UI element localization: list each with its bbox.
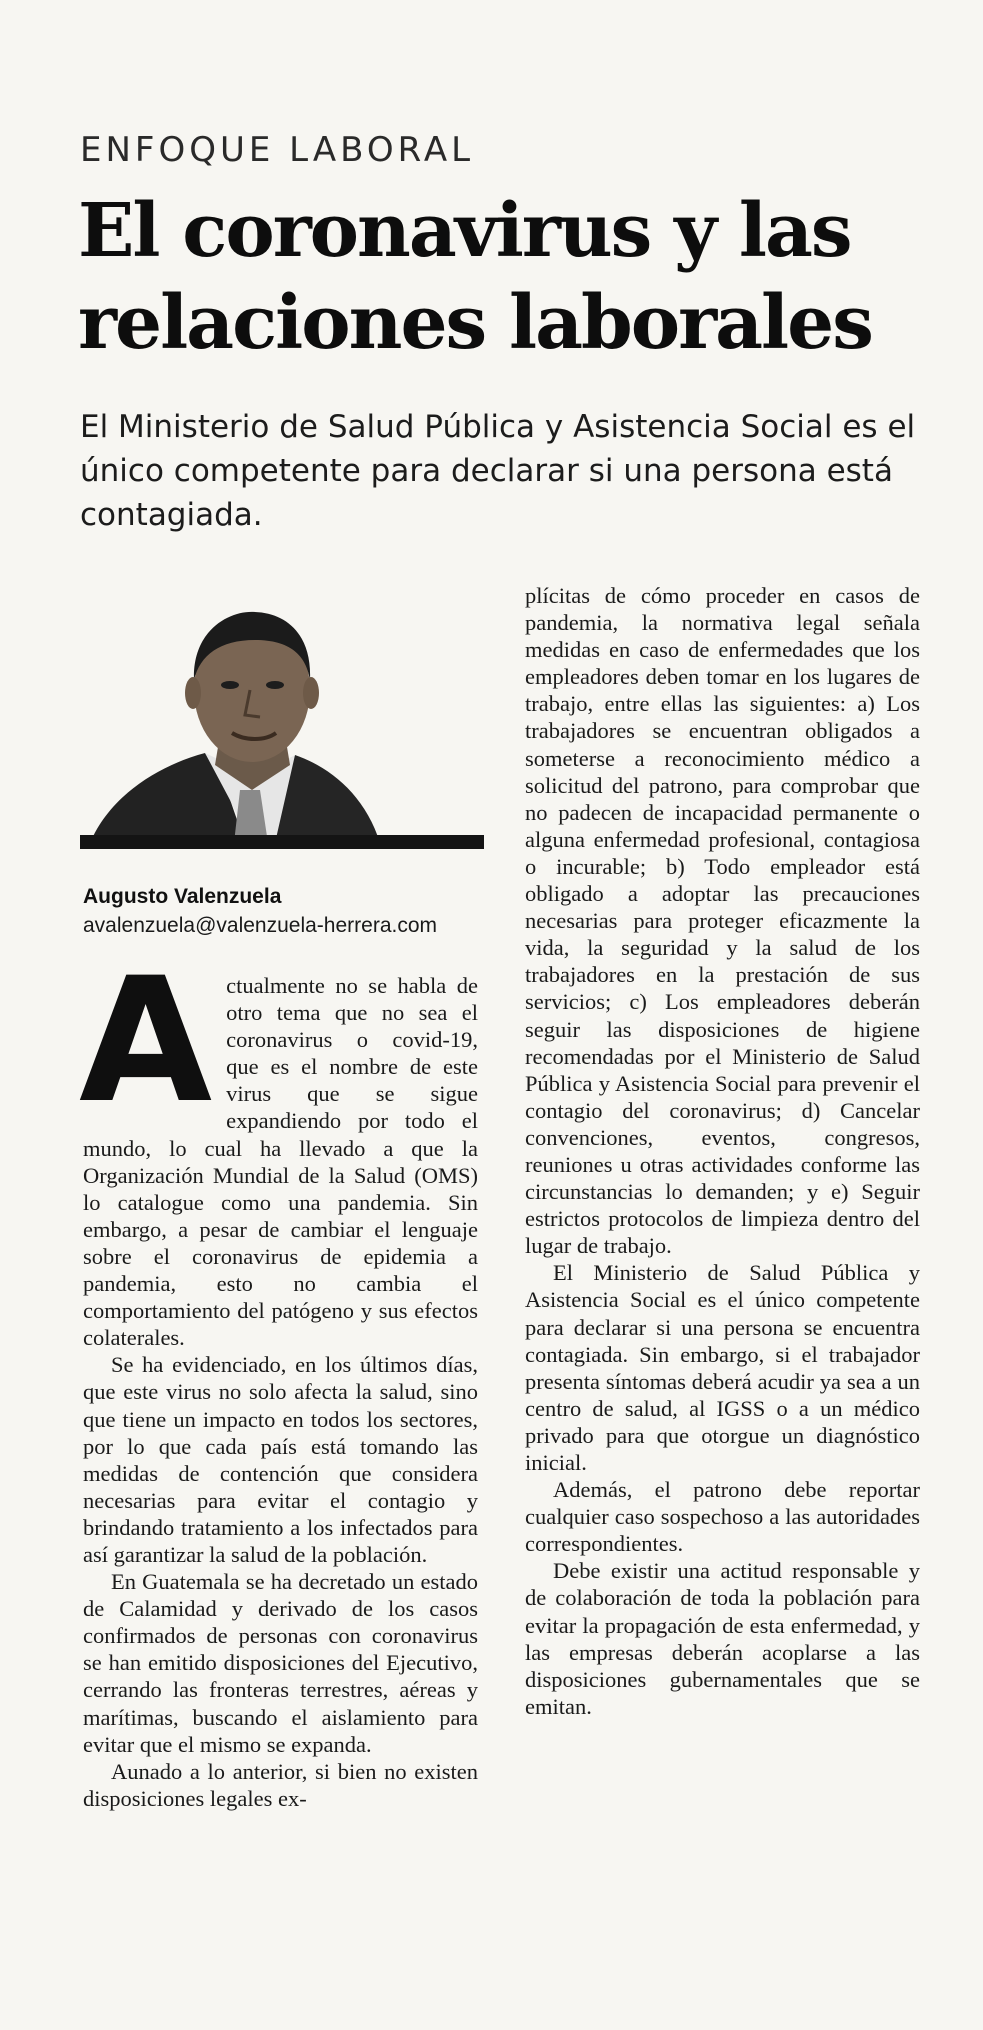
section-label: ENFOQUE LABORAL xyxy=(80,130,475,170)
headline: El coronavirus y las relaciones laborales xyxy=(78,188,872,366)
author-photo xyxy=(80,585,490,851)
drop-cap: A xyxy=(79,940,213,1141)
author-name: Augusto Valenzuela xyxy=(83,885,282,908)
subheadline: El Ministerio de Salud Pública y Asistencia Social es el único competente para declarar si una persona está contagiada. xyxy=(80,409,916,533)
author-portrait-image xyxy=(80,585,490,851)
article-column-1 xyxy=(79,940,478,1812)
article-paragraph: plícitas de cómo proceder en casos de pandemia, la normativa legal señala medidas en caso de enfermedades que los empleadores deben tomar en los lugares de trabajo, entre ellas las siguientes: a) Los trabajadores se encuentran obligados a someterse a reconocimiento médico a solicitud del patrono, para comprobar que no padecen de incapacidad permanente o alguna enfermedad profesional, contagiosa o incurable; b) Todo empleador está obligado a adoptar las precauciones necesarias para proteger eficazmente la vida, la seguridad y la salud de los trabajadores en la prestación de sus servicios; c) Los empleadores deberán seguir las disposiciones de higiene recomendadas por el Ministerio de Salud Pública y Asistencia Social para prevenir el contagio del coronavirus; d) Cancelar convenciones, eventos, congresos, reuniones u otras actividades conforme las circunstancias lo demanden; y e) Seguir estrictos protocolos de limpieza dentro del lugar de trabajo. xyxy=(525,583,920,1259)
article-paragraph: Aunado a lo anterior, si bien no existen disposiciones legales ex- xyxy=(83,1758,478,1811)
article-paragraph: Debe existir una actitud responsable y de colaboración de toda la población para evitar la propagación de esta enfermedad, y las empresas deberán acoplarse a las disposiciones gubernamentales que se emitan. xyxy=(525,1558,920,1719)
article-paragraph: Se ha evidenciado, en los últimos días, que este virus no solo afecta la salud, sino que tiene un impacto en todos los sectores, por lo que cada país está tomando las medidas de contención que considera necesarias para evitar el contagio y brindando tratamiento a los infectados para así garantizar la salud de la población. xyxy=(83,1352,478,1567)
article-paragraph: Además, el patrono debe reportar cualquier caso sospechoso a las autoridades correspondientes. xyxy=(525,1477,920,1557)
author-email: avalenzuela@valenzuela-herrera.com xyxy=(83,914,438,937)
article-paragraph: El Ministerio de Salud Pública y Asistencia Social es el único competente para declarar si una persona se encuentra contagiada. Sin embargo, si el trabajador presenta síntomas deberá acudir ya sea a un centro de salud, al IGSS o a un médico privado para que otorgue un diagnóstico inicial. xyxy=(525,1260,920,1475)
article-paragraph xyxy=(79,940,478,1351)
article-paragraph: En Guatemala se ha decretado un estado de Calamidad y derivado de los casos confirmados de personas con coronavirus se han emitido disposiciones del Ejecutivo, cerrando las fronteras terrestres, aéreas y marítimas, buscando el aislamiento para evitar que el mismo se expanda. xyxy=(83,1569,478,1757)
paragraph-text: ctualmente no se habla de otro tema que no sea el coronavirus o covid-19, que es el nombre de este virus que se sigue expandiendo por todo el mundo, lo cual ha llevado a que la Organización Mundial de la Salud (OMS) lo catalogue como una pandemia. Sin embargo, a pesar de cambiar el lenguaje sobre el coronavirus de epidemia a pandemia, esto no cambia el comportamiento del patógeno y sus efectos colaterales. xyxy=(83,973,478,1351)
article-column-2 xyxy=(525,582,920,1720)
